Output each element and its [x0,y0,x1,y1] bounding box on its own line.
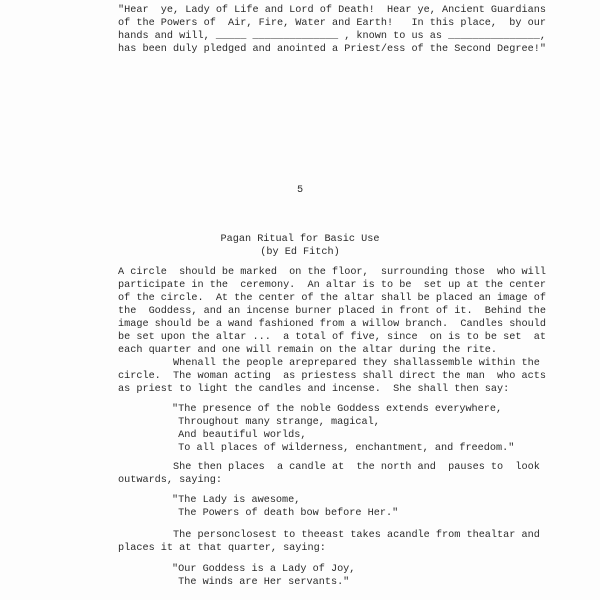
text-line: participate in the ceremony. An altar is to be set up at the center [118,280,546,291]
text-line: hands and will, _____ ______________ , known to us as _______________, [118,31,546,42]
text-line: circle. The woman acting as priestess shall direct the man who acts [118,371,546,382]
text-line: has been duly pledged and anointed a Priest/ess of the Second Degree!" [118,44,546,55]
text-line: Whenall the people areprepared they shallassemble within the [118,358,540,369]
text-line: The Powers of death bow before Her." [172,508,399,519]
text-line: To all places of wilderness, enchantment, and freedom." [172,443,515,454]
text-line: She then places a candle at the north and pauses to look [118,462,540,473]
text-line: be set upon the altar ... a total of five, since on is to be set at [118,332,546,343]
text-line: places it at that quarter, saying: [118,543,326,554]
document-author: (by Ed Fitch) [260,247,340,258]
text-line: image should be a wand fashioned from a willow branch. Candles should [118,319,546,330]
text-line: outwards, saying: [118,475,222,486]
page-number: 5 [296,185,304,196]
text-line: of the Powers of Air, Fire, Water and Earth! In this place, by our [118,18,546,29]
text-line: And beautiful worlds, [172,430,307,441]
text-line: Throughout many strange, magical, [172,417,380,428]
text-line: the Goddess, and an incense burner placed in front of it. Behind the [118,306,546,317]
text-line: A circle should be marked on the floor, surrounding those who will [118,267,546,278]
text-line: The winds are Her servants." [172,577,350,588]
text-line: The personclosest to theeast takes acandle from thealtar and [118,530,540,541]
text-line: of the circle. At the center of the altar shall be placed an image of [118,293,546,304]
text-line: "Our Goddess is a Lady of Joy, [172,564,356,575]
text-line: as priest to light the candles and incense. She shall then say: [118,384,510,395]
text-line: "Hear ye, Lady of Life and Lord of Death! Hear ye, Ancient Guardians [118,5,546,16]
text-line: each quarter and one will remain on the altar during the rite. [118,345,498,356]
document-title: Pagan Ritual for Basic Use [220,234,380,245]
text-line: "The presence of the noble Goddess extends everywhere, [172,404,503,415]
text-line: "The Lady is awesome, [172,495,301,506]
